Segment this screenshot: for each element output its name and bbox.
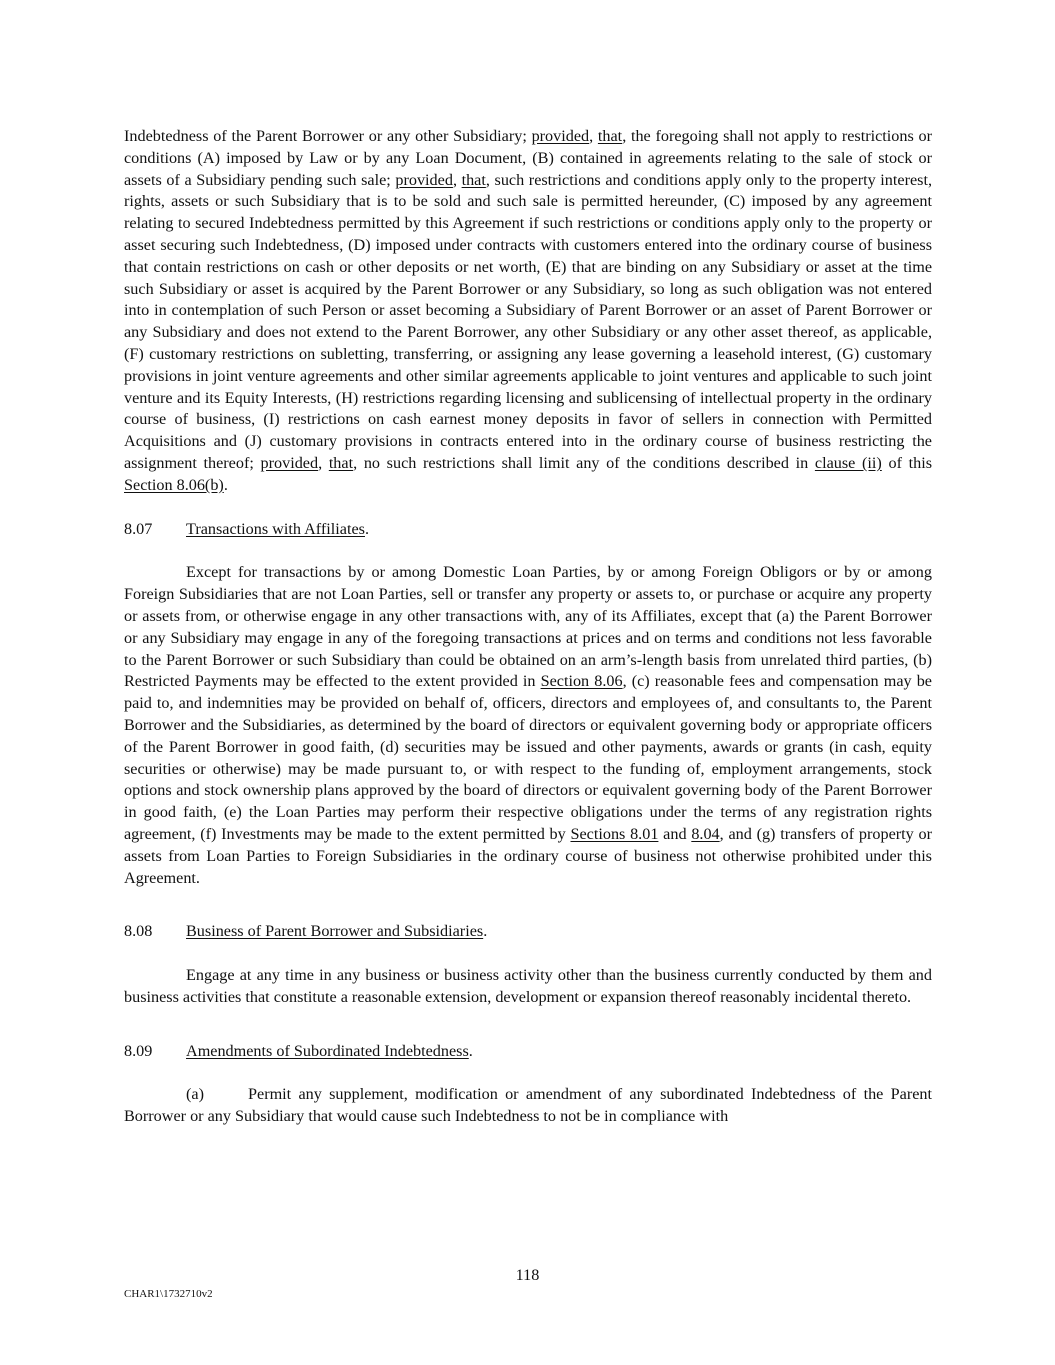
section-title (186, 921, 487, 943)
cross-reference: Sections 8.01 (570, 824, 659, 843)
section-8-07-body (124, 562, 932, 889)
text-run: , the foregoing shall not apply to restrictions or conditions (A) imposed by Law or by any Loan Document, (B) contained in agreements relating to the sale of stock or assets of a Subsidiary pending such sale; (124, 127, 932, 189)
section-8-08-body: Engage at any time in any business or business activity other than the business currently conducted by them and business activities that constitute a reasonable extension, development or expansion thereof reasonably incidental thereto. (124, 966, 932, 1006)
section-title-period: . (483, 922, 488, 941)
text-run: , (c) reasonable fees and compensation may be paid to, and indemnities may be provided on behalf of, officers, directors and employees of, and consultants to, the Parent Borrower and the Subsidiaries, as determined by the board of directors or equivalent governing body or appropriate officers of the Parent Borrower in good faith, (d) securities may be issued and other payments, awards or grants (in cash, equity securities or otherwise) may be made pursuant to, or with respect to the funding of, employment arrangements, stock options and stock ownership plans approved by the board of directors or equivalent governing body of the Parent Borrower in good faith, (e) the Loan Parties may perform their respective obligations under the terms of any registration rights agreement, (f) Investments may be made to the extent permitted by (124, 672, 932, 843)
section-title-text: Transactions with Affiliates (186, 519, 365, 538)
section-title-text: Amendments of Subordinated Indebtedness (186, 1041, 469, 1060)
cross-reference: Section 8.06(b) (124, 475, 224, 494)
section-title (186, 1041, 473, 1063)
text-run: , (318, 453, 329, 472)
section-number: 8.09 (124, 1041, 153, 1060)
clause-label: (a) (186, 1085, 204, 1104)
text-run: Indebtedness of the Parent Borrower or any other Subsidiary; (124, 127, 532, 145)
section-title-period: . (468, 1041, 473, 1060)
underlined-term: provided (531, 127, 590, 145)
underlined-term: that (461, 170, 486, 189)
text-run: , (452, 170, 462, 189)
continuation-paragraph (124, 126, 932, 497)
underlined-term: provided (395, 170, 453, 189)
document-page (124, 126, 932, 1128)
text-run: and (658, 824, 692, 843)
section-number: 8.08 (124, 922, 153, 941)
text-run: of this (881, 453, 933, 472)
clause-body: Permit any supplement, modification or amendment of any subordinated Indebtedness of the Parent Borrower or any Subsidiary that would cause such Indebtedness to not be in compliance with (124, 1085, 932, 1126)
underlined-term: provided (260, 453, 319, 472)
text-run: Except for transactions by or among Domestic Loan Parties, by or among Foreign Obligors or by or among Foreign Subsidiaries that are not Loan Parties, sell or transfer any property or assets to, or purchase or acquire any property or assets from, or otherwise engage in any other transactions with, any of its Affiliates, except that (a) the Parent Borrower or any Subsidiary may engage in any of the foregoing transactions at prices and on terms and conditions not less favorable to the Parent Borrower or such Subsidiary than could be obtained on an arm’s-length basis from unrelated third parties, (b) Restricted Payments may be effected to the extent provided in (124, 563, 932, 691)
text-run: , such restrictions and conditions apply only to the property interest, rights, assets or such Subsidiary that is to be sold and such sale is permitted hereunder, (C) imposed by any agreement relating to secured Indebtedness permitted by this Agreement if such restrictions or conditions apply only to the property or asset securing such Indebtedness, (D) imposed under contracts with customers entered into the ordinary course of business that contain restrictions on cash or other deposits or net worth, (E) that are binding on any Subsidiary or asset at the time such Subsidiary or asset is acquired by the Parent Borrower or any Subsidiary, so long as such obligation was not entered into in contemplation of such Person or asset becoming a Subsidiary of Parent Borrower or an asset of Parent Borrower or any Subsidiary and does not extend to the Parent Borrower, any other Subsidiary or any other asset thereof, as applicable, (F) customary restrictions on subletting, transferring, or assigning any lease governing a leasehold interest, (G) customary provisions in joint venture agreements and other similar agreements applicable to joint ventures and applicable to such joint venture and its Equity Interests, (H) restrictions regarding licensing and sublicensing of intellectual property in the ordinary course of business, (I) restrictions on cash earnest money deposits in favor of sellers in connection with Permitted Acquisitions and (J) customary provisions in contracts entered into in the ordinary course of business restricting the assignment thereof; (124, 170, 933, 472)
section-8-09-a-paragraph (124, 1084, 932, 1128)
text-run: , no such restrictions shall limit any of the conditions described in (353, 453, 815, 472)
section-number: 8.07 (124, 519, 153, 538)
section-8-07-heading (124, 519, 932, 541)
cross-reference: 8.04 (691, 824, 720, 843)
underlined-term: that (597, 127, 623, 145)
underlined-term: that (328, 453, 354, 472)
page-number: 118 (515, 1266, 540, 1284)
text-run: , and (g) transfers of property or assets from Loan Parties to Foreign Subsidiaries in the ordinary course of business not otherwise prohibited under this Agreement. (124, 824, 932, 887)
cross-reference: Section 8.06 (540, 672, 623, 691)
section-8-09-heading (124, 1041, 932, 1063)
document-id: CHAR1\1732710v2 (124, 1288, 213, 1300)
section-8-08-heading (124, 921, 932, 943)
section-title-text: Business of Parent Borrower and Subsidiaries (186, 922, 484, 941)
section-title (186, 519, 369, 541)
section-title-period: . (364, 519, 370, 538)
text-run: , (589, 127, 598, 145)
text-run: . (223, 475, 228, 494)
cross-reference: clause (ii) (814, 453, 882, 472)
